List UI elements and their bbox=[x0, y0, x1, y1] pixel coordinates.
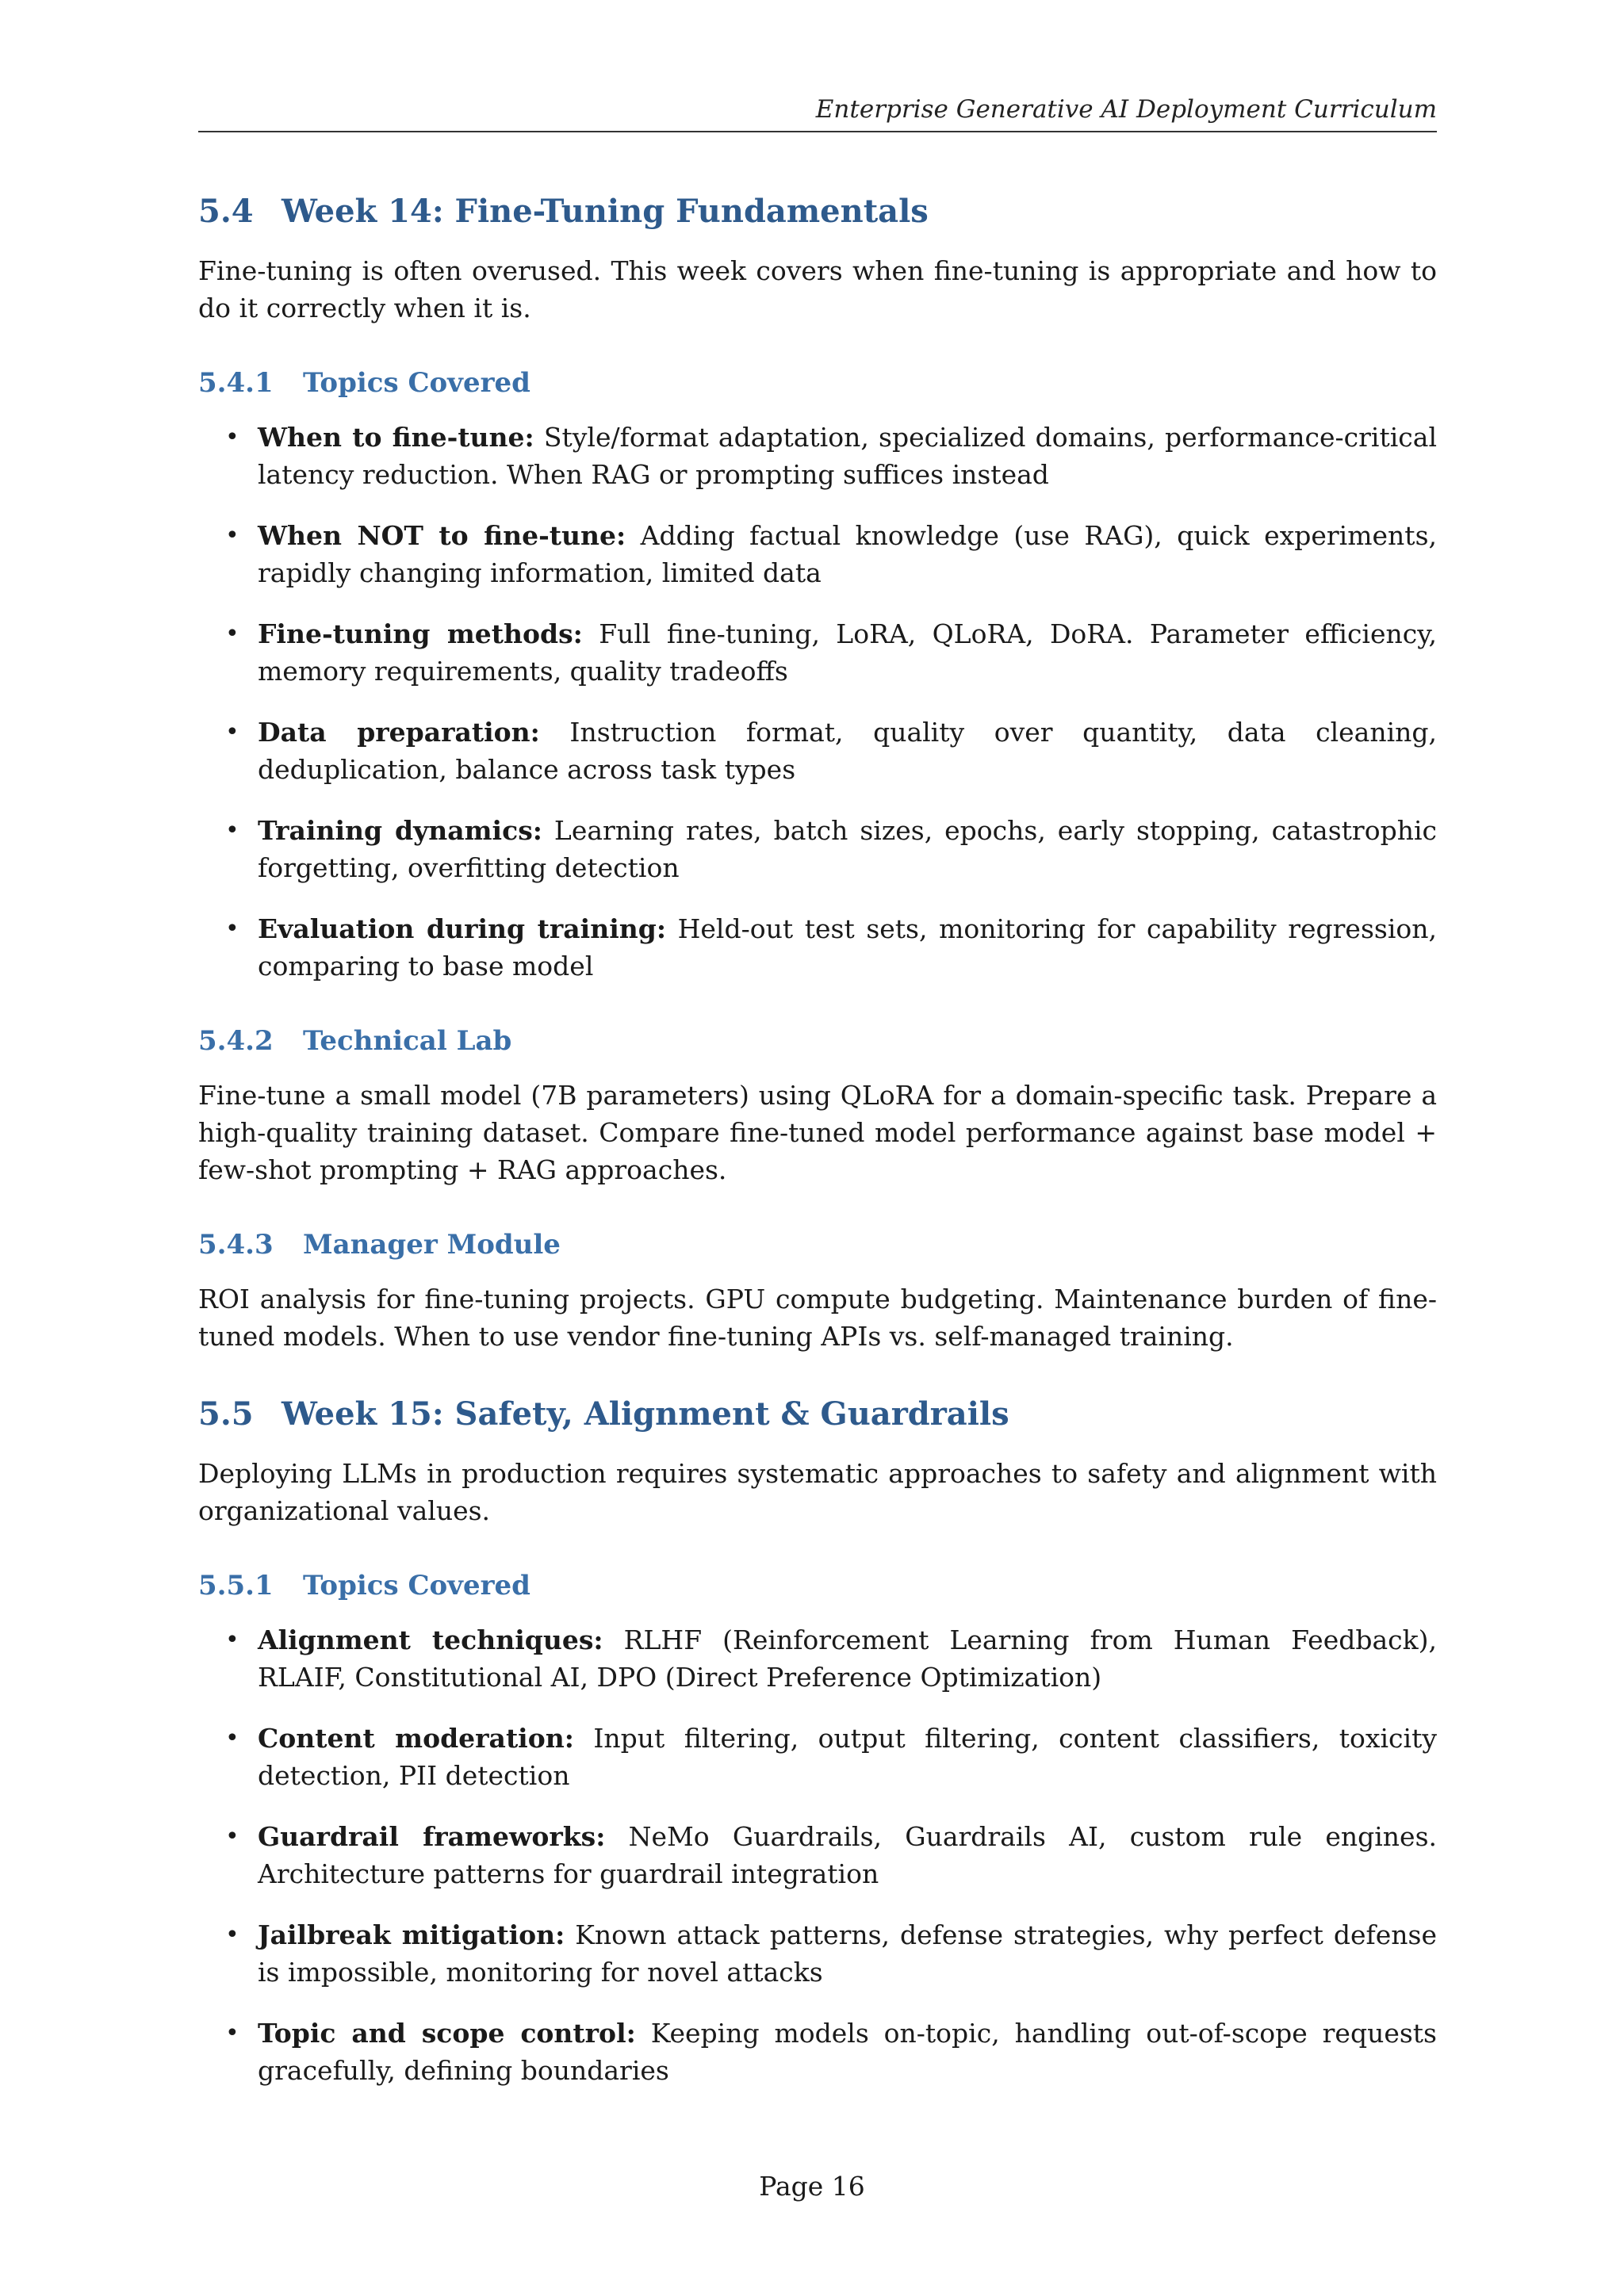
subsection-heading-5-4-3 bbox=[198, 1226, 1437, 1263]
bullet-icon: • bbox=[225, 915, 239, 943]
subsection-heading-5-4-2 bbox=[198, 1023, 1437, 1059]
list-item-term: Alignment techniques: bbox=[258, 1624, 603, 1655]
list-item-term: Guardrail frameworks: bbox=[258, 1821, 606, 1852]
bullet-icon: • bbox=[225, 620, 239, 648]
subsection-number: 5.5.1 bbox=[198, 1570, 274, 1601]
topics-list bbox=[198, 1621, 1437, 2089]
list-item-text: Instruction format, quality over quantity, data cleaning, deduplication, balance across task types bbox=[258, 717, 1437, 785]
list-item-text: Adding factual knowledge (use RAG), quick experiments, rapidly changing information, limited data bbox=[258, 520, 1437, 588]
topics-list bbox=[198, 419, 1437, 985]
section-title: Week 15: Safety, Alignment & Guardrails bbox=[282, 1395, 1009, 1433]
bullet-icon: • bbox=[225, 522, 239, 549]
subsection-title: Manager Module bbox=[303, 1229, 561, 1261]
bullet-icon: • bbox=[225, 2019, 239, 2047]
list-item-text: Full fine-tuning, LoRA, QLoRA, DoRA. Parameter efficiency, memory requirements, quality tradeoffs bbox=[258, 618, 1437, 687]
list-item bbox=[198, 1621, 1437, 1696]
list-item bbox=[198, 615, 1437, 690]
list-item bbox=[198, 419, 1437, 493]
section-heading-5-5 bbox=[198, 1393, 1437, 1436]
list-item-text: Held-out test sets, monitoring for capability regression, comparing to base model bbox=[258, 913, 1437, 982]
section-intro: Fine-tuning is often overused. This week covers when fine-tuning is appropriate and how to do it correctly when it is. bbox=[198, 255, 1437, 323]
list-item-term: When to fine-tune: bbox=[258, 422, 534, 453]
bullet-icon: • bbox=[225, 423, 239, 451]
list-item-text: Learning rates, batch sizes, epochs, early stopping, catastrophic forgetting, overfitting detection bbox=[258, 815, 1437, 883]
section-intro: Deploying LLMs in production requires systematic approaches to safety and alignment with organizational values. bbox=[198, 1458, 1437, 1526]
subsection-number: 5.4.2 bbox=[198, 1025, 274, 1057]
header-rule bbox=[198, 131, 1437, 132]
subsection-title: Topics Covered bbox=[303, 1570, 530, 1601]
list-item bbox=[198, 1818, 1437, 1892]
subsection-heading-5-5-1 bbox=[198, 1567, 1437, 1604]
list-item bbox=[198, 1916, 1437, 1991]
subsection-heading-5-4-1 bbox=[198, 365, 1437, 401]
list-item-term: Evaluation during training: bbox=[258, 913, 666, 944]
bullet-icon: • bbox=[225, 1921, 239, 1949]
list-item-term: When NOT to fine-tune: bbox=[258, 520, 626, 551]
list-item-text: Input filtering, output filtering, content classifiers, toxicity detection, PII detection bbox=[258, 1723, 1437, 1791]
list-item-text: RLHF (Reinforcement Learning from Human Feedback), RLAIF, Constitutional AI, DPO (Direct Preference Optimization) bbox=[258, 1624, 1437, 1693]
list-item-text: Known attack patterns, defense strategies, why perfect defense is impossible, monitoring for novel attacks bbox=[258, 1919, 1437, 1988]
list-item-term: Training dynamics: bbox=[258, 815, 542, 846]
page-number: Page 16 bbox=[759, 2171, 865, 2202]
section-heading-5-4 bbox=[198, 190, 1437, 233]
running-header: Enterprise Generative AI Deployment Curriculum bbox=[815, 95, 1437, 124]
bullet-icon: • bbox=[225, 718, 239, 746]
list-item-text: Keeping models on-topic, handling out-of-scope requests gracefully, defining boundaries bbox=[258, 2018, 1437, 2086]
list-item bbox=[198, 714, 1437, 788]
list-item-term: Jailbreak mitigation: bbox=[258, 1919, 565, 1950]
manager-module-text: ROI analysis for fine-tuning projects. GPU compute budgeting. Maintenance burden of fine-tuned models. When to use vendor fine-tuning APIs vs. self-managed training. bbox=[198, 1284, 1437, 1352]
bullet-icon: • bbox=[225, 1724, 239, 1752]
subsection-number: 5.4.3 bbox=[198, 1229, 274, 1261]
bullet-icon: • bbox=[225, 1626, 239, 1654]
bullet-icon: • bbox=[225, 1823, 239, 1850]
page-content bbox=[198, 190, 1437, 2089]
list-item bbox=[198, 517, 1437, 591]
technical-lab-text: Fine-tune a small model (7B parameters) using QLoRA for a domain-specific task. Prepare a high-quality training dataset. Compare fine-tuned model performance against base model + few-shot prompting + RAG approaches. bbox=[198, 1080, 1437, 1185]
list-item-text: NeMo Guardrails, Guardrails AI, custom rule engines. Architecture patterns for guardrail integration bbox=[258, 1821, 1437, 1889]
list-item-term: Content moderation: bbox=[258, 1723, 574, 1754]
section-title: Week 14: Fine-Tuning Fundamentals bbox=[282, 193, 929, 230]
subsection-title: Technical Lab bbox=[303, 1025, 512, 1057]
list-item-term: Fine-tuning methods: bbox=[258, 618, 583, 649]
subsection-title: Topics Covered bbox=[303, 367, 530, 399]
list-item bbox=[198, 910, 1437, 985]
section-number: 5.5 bbox=[198, 1395, 254, 1433]
list-item-term: Topic and scope control: bbox=[258, 2018, 636, 2049]
section-number: 5.4 bbox=[198, 193, 254, 230]
list-item bbox=[198, 812, 1437, 886]
list-item-term: Data preparation: bbox=[258, 717, 540, 748]
list-item bbox=[198, 1720, 1437, 1794]
subsection-number: 5.4.1 bbox=[198, 367, 274, 399]
list-item-text: Style/format adaptation, specialized domains, performance-critical latency reduction. When RAG or prompting suffices instead bbox=[258, 422, 1438, 490]
bullet-icon: • bbox=[225, 817, 239, 844]
list-item bbox=[198, 2015, 1437, 2089]
